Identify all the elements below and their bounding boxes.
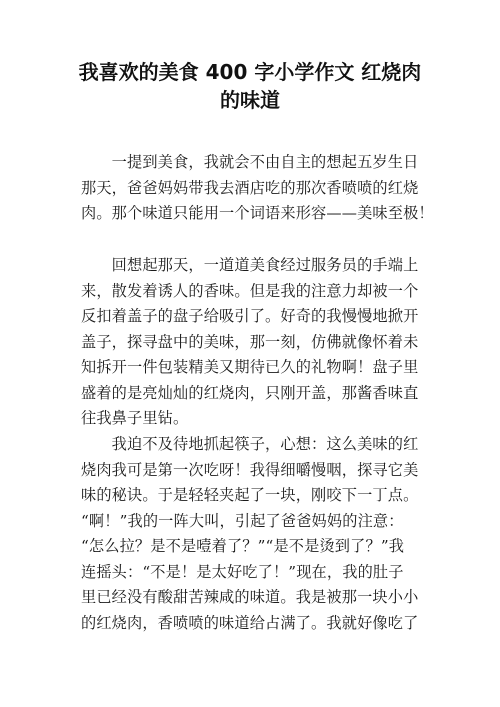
text-line: 那天，爸爸妈妈带我去酒店吃的那次香喷喷的红烧 <box>81 178 419 197</box>
text-line: 反扣着盖子的盘子给吸引了。好奇的我慢慢地掀开 <box>81 307 419 325</box>
text-line: “啊！”我的一阵大叫，引起了爸爸妈妈的注意： <box>81 511 404 530</box>
text-line: 味的秘诀。于是轻轻夹起了一块，刚咬下一丁点。 <box>81 486 419 504</box>
text-line: 烧肉我可是第一次吃呀！我得细嚼慢咽，探寻它美 <box>81 460 419 479</box>
page-title <box>40 58 460 114</box>
title-line-2: 的味道 <box>220 88 280 112</box>
paragraph-2 <box>81 253 421 432</box>
text-line: 回想起那天，一道道美食经过服务员的手端上 <box>81 256 419 274</box>
text-line: 我迫不及待地抓起筷子，心想：这么美味的红 <box>81 435 419 453</box>
text-line: 来，散发着诱人的香味。但是我的注意力却被一个 <box>81 281 419 300</box>
text-line: 往我鼻子里钻。 <box>81 409 189 427</box>
text-line: 一提到美食，我就会不由自主的想起五岁生日 <box>81 153 419 171</box>
text-line: 的红烧肉，香喷喷的味道给占满了。我就好像吃了 <box>81 613 419 632</box>
title-line-1: 我喜欢的美食 400 字小学作文 红烧肉 <box>78 60 422 84</box>
text-line: 知拆开一件包装精美又期待已久的礼物啊！盘子里 <box>81 358 419 376</box>
paragraph-3 <box>81 432 421 636</box>
text-line: 连摇头：“不是！是太好吃了！”现在，我的肚子 <box>81 562 404 581</box>
text-line: 盖子，探寻盘中的美味，那一刻，仿佛就像怀着未 <box>81 332 419 351</box>
text-line: 肉。那个味道只能用一个词语来形容——美味至极！ <box>81 204 434 222</box>
text-line: 盛着的是亮灿灿的红烧肉，只刚开盖，那酱香味直 <box>81 383 419 402</box>
paragraph-1 <box>81 150 434 227</box>
text-line: “怎么拉？是不是噎着了？”“是不是烫到了？”我 <box>81 537 405 555</box>
text-line: 里已经没有酸甜苦辣咸的味道。我是被那一块小小 <box>81 588 419 606</box>
